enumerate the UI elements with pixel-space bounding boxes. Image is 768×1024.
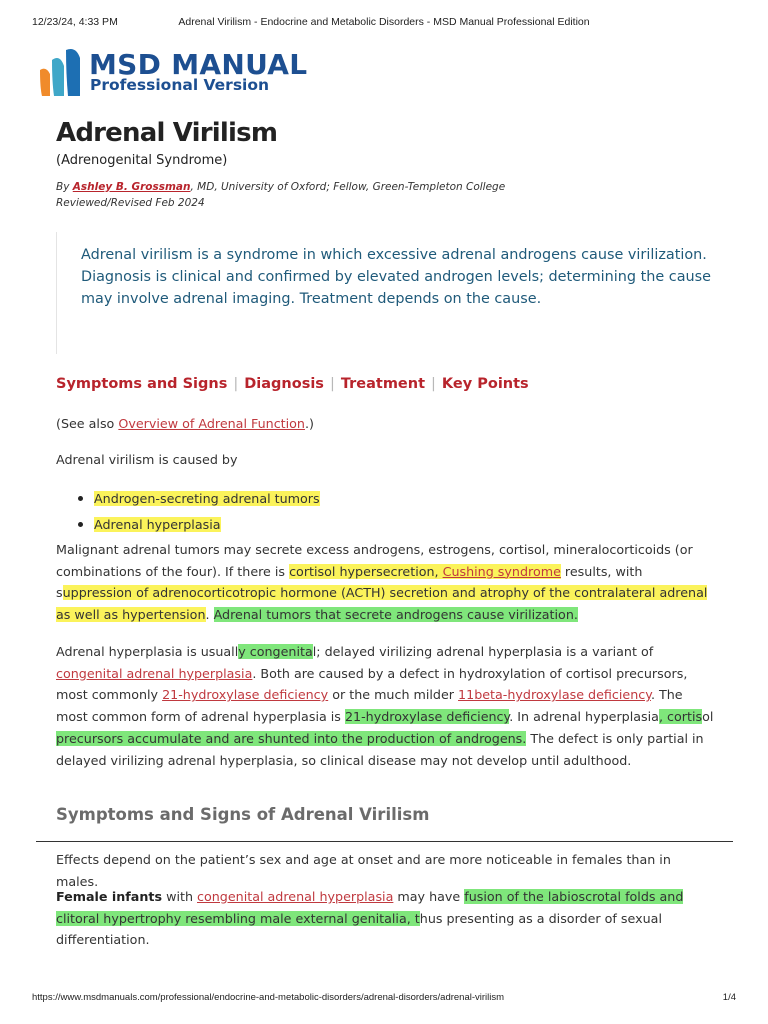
text-run: Malignant adrenal tumors may secrete excess androgens, estrogens, cortisol, mineralocorticoids (or combinations of the four). If there is — [56, 542, 693, 579]
msd-manual-logo[interactable] — [36, 46, 326, 100]
see-also-prefix: (See also — [56, 416, 119, 431]
text-run: . Both are caused by a defect in hydroxylation of cortisol precursors, most commonly — [56, 665, 688, 703]
text-run: Adrenal hyperplasia is usuall — [56, 644, 239, 659]
page-number: 1/4 — [722, 992, 736, 1003]
page-subtitle: (Adrenogenital Syndrome) — [56, 153, 228, 168]
text-run: hus presenting as a disorder of sexual differentiation. — [56, 910, 662, 948]
highlight-green: precursors accumulate and are shunted into the production of androgens. — [56, 730, 527, 746]
highlight-green: , cortis — [658, 709, 703, 725]
author-link[interactable]: Ashley B. Grossman — [72, 181, 191, 193]
see-also-suffix: .) — [304, 416, 314, 431]
female-infants-label: Female infants — [56, 889, 163, 904]
nav-separator: | — [329, 376, 335, 392]
section-divider — [36, 841, 733, 842]
paragraph-effects: Effects depend on the patient’s sex and age at onset and are more noticeable in females than in males. — [56, 852, 671, 889]
cause-hyperplasia: Adrenal hyperplasia — [94, 517, 221, 532]
nav-separator: | — [233, 376, 239, 392]
highlight-green: 21-hydroxylase deficiency — [344, 709, 510, 725]
print-footer — [32, 992, 736, 1006]
cause-tumors: Androgen-secreting adrenal tumors — [94, 491, 320, 506]
paragraph-female-infants — [56, 886, 716, 951]
highlight-yellow: uppression of adrenocorticotropic hormone (ACTH) secretion and atrophy of the contralateral adrenal as well as hypertension — [56, 585, 708, 623]
11beta-hydroxylase-deficiency-link[interactable]: 11beta-hydroxylase deficiency — [458, 687, 651, 703]
paragraph-tumors — [56, 539, 716, 626]
congenital-adrenal-hyperplasia-link-2[interactable]: congenital adrenal hyperplasia — [197, 889, 394, 904]
congenital-adrenal-hyperplasia-link[interactable]: congenital adrenal hyperplasia — [56, 665, 253, 681]
msd-logo-mark-icon — [36, 48, 86, 98]
print-url: https://www.msdmanuals.com/professional/endocrine-and-metabolic-disorders/adrenal-disorders/adrenal-virilism — [32, 992, 505, 1003]
highlight-green: y congenita — [238, 644, 313, 659]
highlight-yellow: cortisol hypersecretion, — [289, 563, 443, 579]
text-run: results, with s — [56, 563, 643, 601]
logo-brand: MSD MANUAL — [89, 48, 308, 81]
nav-symptoms-and-signs[interactable]: Symptoms and Signs — [56, 376, 228, 392]
text-run: may have — [393, 889, 465, 904]
nav-treatment[interactable]: Treatment — [340, 376, 426, 392]
causes-intro: Adrenal virilism is caused by — [56, 452, 238, 467]
section-heading-symptoms: Symptoms and Signs of Adrenal Virilism — [56, 805, 430, 824]
byline-credentials: , MD, University of Oxford; Fellow, Green-Templeton College — [190, 181, 506, 193]
21-hydroxylase-deficiency-link[interactable]: 21-hydroxylase deficiency — [162, 687, 329, 703]
summary-text: Adrenal virilism is a syndrome in which excessive adrenal androgens cause virilization. Diagnosis is clinical and confirmed by elevated androgen levels; determining the cause may involve adrenal imaging. Treatment depends on the cause. — [81, 247, 711, 307]
highlight-green: fusion of the labioscrotal folds and clitoral hypertrophy resembling male external genitalia, t — [56, 889, 684, 926]
print-document-title: Adrenal Virilism - Endocrine and Metabolic Disorders - MSD Manual Professional Edition — [178, 16, 590, 28]
list-item — [94, 486, 320, 512]
logo-subtitle: Professional Version — [90, 76, 270, 94]
summary-callout — [56, 232, 716, 354]
nav-key-points[interactable]: Key Points — [441, 376, 529, 392]
overview-adrenal-function-link[interactable]: Overview of Adrenal Function — [118, 416, 305, 431]
page-title: Adrenal Virilism — [56, 118, 278, 148]
section-nav — [56, 376, 529, 392]
print-datetime: 12/23/24, 4:33 PM — [32, 16, 118, 28]
list-item — [94, 512, 320, 538]
print-header — [32, 16, 736, 30]
text-run: or the much milder — [328, 687, 459, 703]
nav-diagnosis[interactable]: Diagnosis — [244, 376, 324, 392]
highlight-green: Adrenal tumors that secrete androgens cause virilization. — [213, 607, 578, 623]
reviewed-date: Reviewed/Revised Feb 2024 — [56, 197, 205, 209]
text-run: . — [205, 607, 214, 623]
text-run: with — [162, 889, 198, 904]
text-run: l; delayed virilizing adrenal hyperplasia is a variant of — [312, 644, 654, 659]
text-run: . The most common form of adrenal hyperplasia is — [56, 687, 683, 725]
text-run: The defect is only partial in delayed virilizing adrenal hyperplasia, so clinical disease may not develop until adulthood. — [56, 730, 704, 768]
see-also — [56, 413, 716, 435]
text-run: ol — [702, 709, 714, 725]
paragraph-hyperplasia — [56, 641, 716, 771]
causes-list — [94, 486, 320, 538]
byline-by: By — [56, 181, 73, 193]
nav-separator: | — [431, 376, 436, 392]
text-run: . In adrenal hyperplasia — [509, 709, 659, 725]
cushing-syndrome-link[interactable]: Cushing syndrome — [442, 563, 561, 579]
byline — [56, 179, 505, 211]
